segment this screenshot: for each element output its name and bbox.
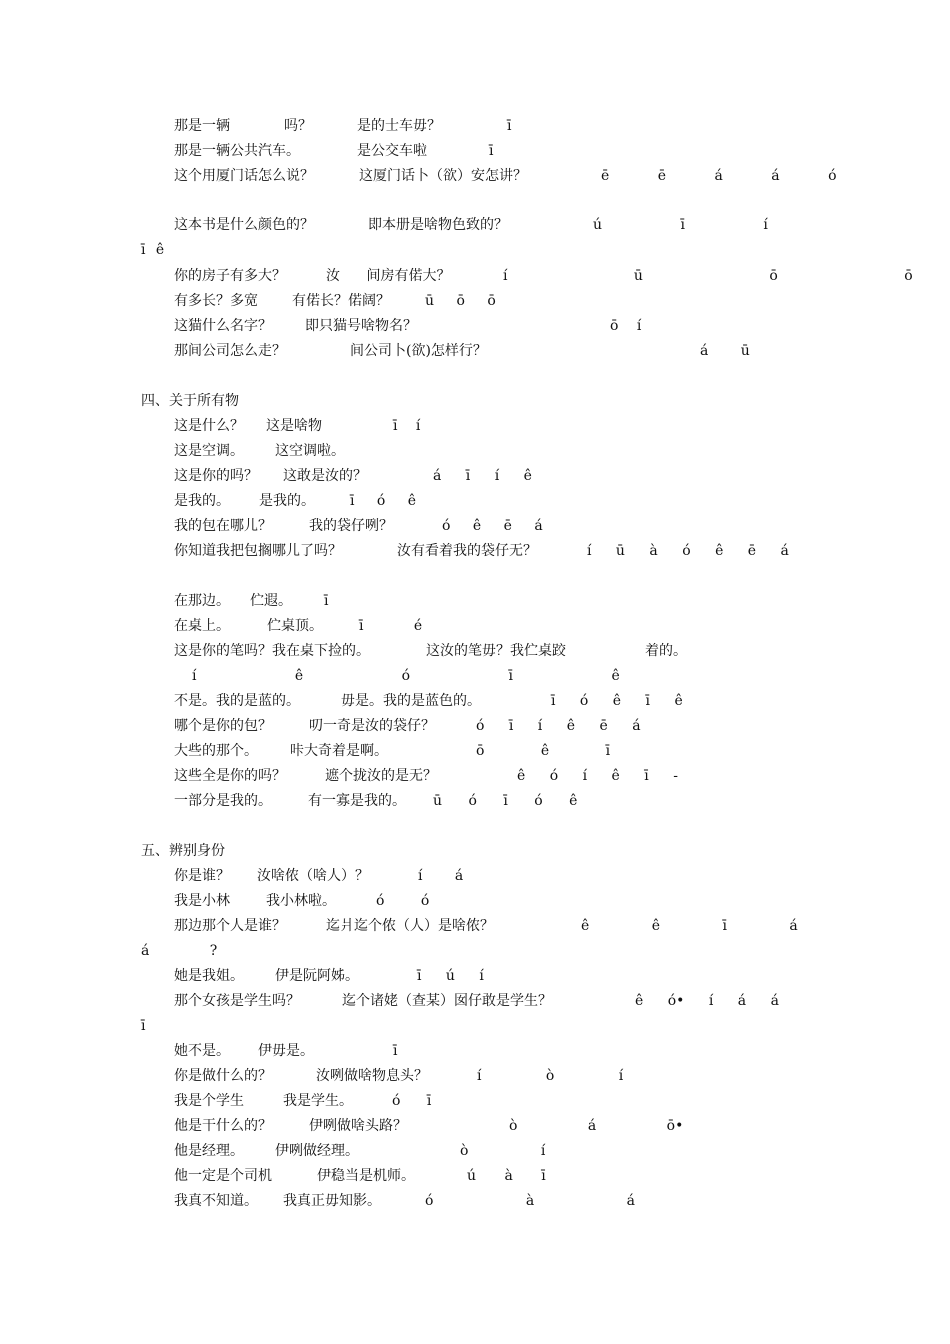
dialect-text: 伊咧做啥头路？ [309, 1118, 407, 1134]
tone-marks: í ū à ó ê ē á [587, 543, 789, 559]
text-line [0, 791, 950, 811]
dialect-text-end: 着的。 [645, 643, 687, 659]
dialect-text: 汝啥侬（啥人）？ [257, 868, 369, 884]
tone-marks: á ī í ê [433, 468, 532, 484]
dialect-text: 这空调啦。 [275, 443, 345, 459]
dialect-text: 我的袋仔咧？ [309, 518, 393, 534]
mandarin-text: 在那边。 [174, 593, 230, 609]
text-line [0, 591, 950, 611]
mandarin-text: 这是空调。 [174, 443, 244, 459]
dialect-text: 是的士车毋？ [357, 118, 441, 134]
mandarin-text: 那边那个人是谁？ [174, 918, 286, 934]
text-line [0, 541, 950, 561]
mandarin-text: 他一定是个司机 [174, 1168, 272, 1184]
mandarin-text: 这是你的吗？ [174, 468, 258, 484]
text-line-wrap [0, 1016, 950, 1036]
mandarin-text: 他是经理。 [174, 1143, 244, 1159]
text-line [0, 1166, 950, 1186]
dialect-text: 叨一奇是汝的袋仔？ [309, 718, 435, 734]
mandarin-text: 她不是。 [174, 1043, 230, 1059]
mandarin-text: 他是干什么的？ [174, 1118, 272, 1134]
text-line [0, 866, 950, 886]
dialect-text: 我小林啦。 [266, 893, 336, 909]
text-line [0, 891, 950, 911]
dialect-text: 我真正毋知影。 [283, 1193, 381, 1209]
text-line-wrap [0, 941, 950, 961]
text-line [0, 966, 950, 986]
mandarin-text: 一部分是我的。 [174, 793, 272, 809]
text-line [0, 516, 950, 536]
mandarin-text: 在桌上。 [174, 618, 230, 634]
dialect-text: 伊咧做经理。 [275, 1143, 359, 1159]
mandarin-text: 你是谁？ [174, 868, 230, 884]
text-line [0, 141, 950, 161]
dialect-text: 有一寡是我的。 [308, 793, 406, 809]
mandarin-text: 我的包在哪儿？ [174, 518, 272, 534]
dialect-text: 汝有看着我的袋仔无？ [397, 543, 537, 559]
tone-marks: ī [324, 593, 329, 609]
dialect-text: 迄爿迄个侬（人）是啥侬？ [326, 918, 494, 934]
dialect-text: 咔大奇着是啊。 [290, 743, 388, 759]
tone-marks: ī ú í [417, 968, 484, 984]
section-heading [0, 841, 950, 861]
mandarin-text: 我是个学生 [174, 1093, 244, 1109]
dialect-text: 有偌长？偌阔？ [292, 293, 390, 309]
dialect-text: 伫桌顶。 [267, 618, 323, 634]
text-line [0, 641, 950, 661]
text-line [0, 466, 950, 486]
mandarin-text: 不是。我的是蓝的。 [174, 693, 300, 709]
dialect-text: 汝咧做啥物息头？ [316, 1068, 428, 1084]
tone-marks: ī ó ê [350, 493, 417, 509]
tone-marks: ī [507, 118, 512, 134]
mandarin-text-end: 吗？ [284, 118, 312, 134]
tone-marks: ó ī í ê ē á [476, 718, 641, 734]
tone-marks: í á [418, 868, 464, 884]
text-line-wrap [0, 240, 950, 260]
tone-marks: ú à ī [467, 1168, 546, 1184]
mandarin-text: 这个用厦门话怎么说？ [174, 168, 314, 184]
mandarin-text: 这是什么？ [174, 418, 244, 434]
mandarin-text: 你是做什么的？ [174, 1068, 272, 1084]
tone-marks: ē ē á á ó [601, 168, 837, 184]
text-line [0, 316, 950, 336]
mandarin-text: 哪个是你的包？ [174, 718, 272, 734]
dialect-text: 是公交车啦 [357, 143, 427, 159]
text-line [0, 1116, 950, 1136]
mandarin-text: 她是我姐。 [174, 968, 244, 984]
mandarin-text: 我是小林 [174, 893, 230, 909]
tone-marks: ó à á [425, 1193, 636, 1209]
mandarin-text: 这是你的笔吗？我在桌下捡的。 [174, 643, 370, 659]
mandarin-text: 你的房子有多大？ [174, 268, 286, 284]
dialect-text: 遮个拢汝的是无？ [325, 768, 437, 784]
tone-marks: á ū [700, 343, 750, 359]
mandarin-text: 你知道我把包搁哪儿了吗？ [174, 543, 342, 559]
dialect-text: 是我的。 [259, 493, 315, 509]
dialect-text: 伊是阮阿姊。 [275, 968, 359, 984]
dialect-text: 伊毋是。 [258, 1043, 314, 1059]
text-line [0, 1091, 950, 1111]
text-line [0, 616, 950, 636]
dialect-text: 这是啥物 [266, 418, 322, 434]
section-heading-text: 五、辨别身份 [141, 843, 225, 859]
tone-marks: í ū ō ō [503, 268, 913, 284]
text-line [0, 916, 950, 936]
dialect-text: 即本册是啥物色致的？ [368, 217, 508, 233]
tone-marks: ī [141, 1018, 146, 1034]
dialect-text: 这厦门话卜（欲）安怎讲？ [359, 168, 527, 184]
mandarin-text: 那个女孩是学生吗？ [174, 993, 300, 1009]
tone-marks: ê ê ī á [581, 918, 798, 934]
text-line [0, 166, 950, 186]
text-line [0, 691, 950, 711]
tone-marks: ó ê ē á [442, 518, 543, 534]
dialect-text: 毋是。我的是蓝色的。 [341, 693, 481, 709]
dialect-text: 这敢是汝的？ [283, 468, 367, 484]
mandarin-text: 我真不知道。 [174, 1193, 258, 1209]
mandarin-text: 这猫什么名字？ [174, 318, 272, 334]
text-line [0, 291, 950, 311]
mandarin-text: 那是一辆公共汽车。 [174, 143, 300, 159]
mandarin-text: 那间公司怎么走？ [174, 343, 286, 359]
text-line-wrap [0, 666, 950, 686]
tone-marks: ó ó [376, 893, 430, 909]
tone-marks: ō ê ī [476, 743, 611, 759]
tone-marks: ê ó í ê ī - [517, 768, 678, 784]
text-line [0, 266, 950, 286]
mandarin-text: 这些全是你的吗？ [174, 768, 286, 784]
text-line [0, 1066, 950, 1086]
tone-marks: ó ī [392, 1093, 432, 1109]
dialect-text: 这汝的笔毋？我伫桌跤 [426, 643, 566, 659]
text-line [0, 441, 950, 461]
mandarin-text: 是我的。 [174, 493, 230, 509]
dialect-text: 伫遐。 [250, 593, 292, 609]
tone-marks: ú ī í [593, 217, 768, 233]
tone-marks: á ? [141, 943, 218, 959]
tone-marks: í ê ó ī ê [192, 668, 620, 684]
tone-marks: ī ó ê ī ê [551, 693, 683, 709]
text-line [0, 1041, 950, 1061]
section-heading-text: 四、关于所有物 [141, 393, 239, 409]
tone-marks: ò í [460, 1143, 546, 1159]
tone-marks: ò á ō• [509, 1118, 684, 1134]
dialect-text: 我是学生。 [283, 1093, 353, 1109]
text-line [0, 215, 950, 235]
tone-marks: ê ó• í á á [635, 993, 779, 1009]
tone-marks: ō í [610, 318, 642, 334]
mandarin-text: 这本书是什么颜色的？ [174, 217, 314, 233]
dialect-text: 即只猫号啥物名？ [305, 318, 417, 334]
text-line [0, 1141, 950, 1161]
tone-marks: ī [393, 1043, 398, 1059]
mandarin-text: 大些的那个。 [174, 743, 258, 759]
tone-marks: í ò í [477, 1068, 624, 1084]
text-line [0, 416, 950, 436]
tone-marks: ī [489, 143, 494, 159]
text-line [0, 341, 950, 361]
mandarin-text: 那是一辆 [174, 118, 230, 134]
tone-marks: ī é [359, 618, 423, 634]
text-line [0, 766, 950, 786]
dialect-text: 汝 间房有偌大？ [326, 268, 451, 284]
tone-marks: ī ê [141, 242, 165, 258]
text-line [0, 116, 950, 136]
text-line [0, 716, 950, 736]
section-heading [0, 391, 950, 411]
tone-marks: ū ō ō [425, 293, 496, 309]
text-line [0, 991, 950, 1011]
text-line [0, 491, 950, 511]
dialect-text: 伊稳当是机师。 [317, 1168, 415, 1184]
tone-marks: ū ó ī ó ê [433, 793, 578, 809]
text-line [0, 1191, 950, 1211]
dialect-text: 迄个诸姥（查某）囡仔敢是学生？ [342, 993, 552, 1009]
mandarin-text: 有多长？多宽 [174, 293, 258, 309]
tone-marks: ī í [393, 418, 421, 434]
dialect-text: 间公司卜(欲)怎样行？ [350, 343, 487, 359]
text-line [0, 741, 950, 761]
